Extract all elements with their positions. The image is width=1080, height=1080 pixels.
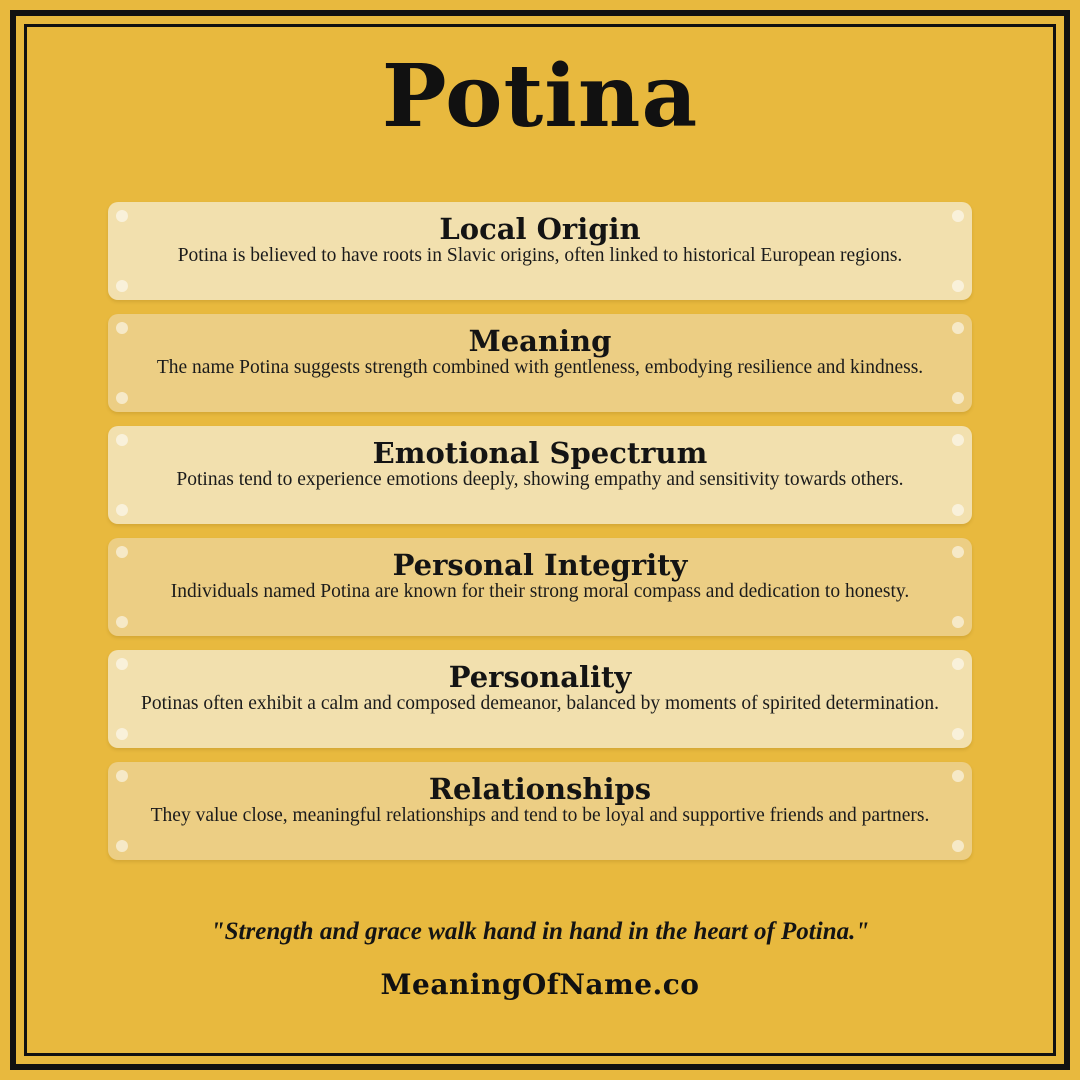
corner-dot-icon — [952, 434, 964, 446]
section-heading: Meaning — [468, 324, 612, 359]
section-card-personal-integrity — [108, 538, 972, 636]
corner-dot-icon — [116, 840, 128, 852]
corner-dot-icon — [116, 392, 128, 404]
section-body: Potinas tend to experience emotions deeply, showing empathy and sensitivity towards others. — [176, 469, 904, 491]
corner-dot-icon — [116, 770, 128, 782]
site-branding: MeaningOfName.co — [380, 968, 700, 1002]
corner-dot-icon — [952, 770, 964, 782]
corner-dot-icon — [952, 840, 964, 852]
corner-dot-icon — [116, 322, 128, 334]
corner-dot-icon — [116, 616, 128, 628]
section-body: The name Potina suggests strength combined with gentleness, embodying resilience and kindness. — [156, 357, 924, 379]
corner-dot-icon — [116, 210, 128, 222]
section-card-meaning — [108, 314, 972, 412]
corner-dot-icon — [952, 322, 964, 334]
section-body: Individuals named Potina are known for their strong moral compass and dedication to honesty. — [170, 581, 910, 603]
section-body: Potina is believed to have roots in Slavic origins, often linked to historical European regions. — [177, 245, 903, 267]
corner-dot-icon — [952, 504, 964, 516]
section-heading: Personal Integrity — [392, 548, 688, 583]
content-area — [30, 30, 1050, 1050]
corner-dot-icon — [116, 546, 128, 558]
corner-dot-icon — [952, 280, 964, 292]
corner-dot-icon — [952, 728, 964, 740]
corner-dot-icon — [952, 616, 964, 628]
section-heading: Personality — [448, 660, 632, 695]
section-card-emotional-spectrum — [108, 426, 972, 524]
section-card-relationships — [108, 762, 972, 860]
corner-dot-icon — [116, 434, 128, 446]
corner-dot-icon — [116, 658, 128, 670]
section-body: They value close, meaningful relationships and tend to be loyal and supportive friends and partners. — [150, 805, 930, 827]
section-card-personality — [108, 650, 972, 748]
section-heading: Relationships — [428, 772, 652, 807]
section-heading: Local Origin — [439, 212, 641, 247]
quote-text: "Strength and grace walk hand in hand in the heart of Potina." — [210, 918, 870, 946]
corner-dot-icon — [116, 728, 128, 740]
section-list — [70, 202, 1010, 860]
page-title: Potina — [381, 46, 699, 147]
section-body: Potinas often exhibit a calm and composed demeanor, balanced by moments of spirited determination. — [141, 693, 939, 715]
section-card-local-origin — [108, 202, 972, 300]
corner-dot-icon — [116, 280, 128, 292]
corner-dot-icon — [116, 504, 128, 516]
corner-dot-icon — [952, 546, 964, 558]
section-heading: Emotional Spectrum — [372, 436, 708, 471]
corner-dot-icon — [952, 210, 964, 222]
corner-dot-icon — [952, 392, 964, 404]
corner-dot-icon — [952, 658, 964, 670]
